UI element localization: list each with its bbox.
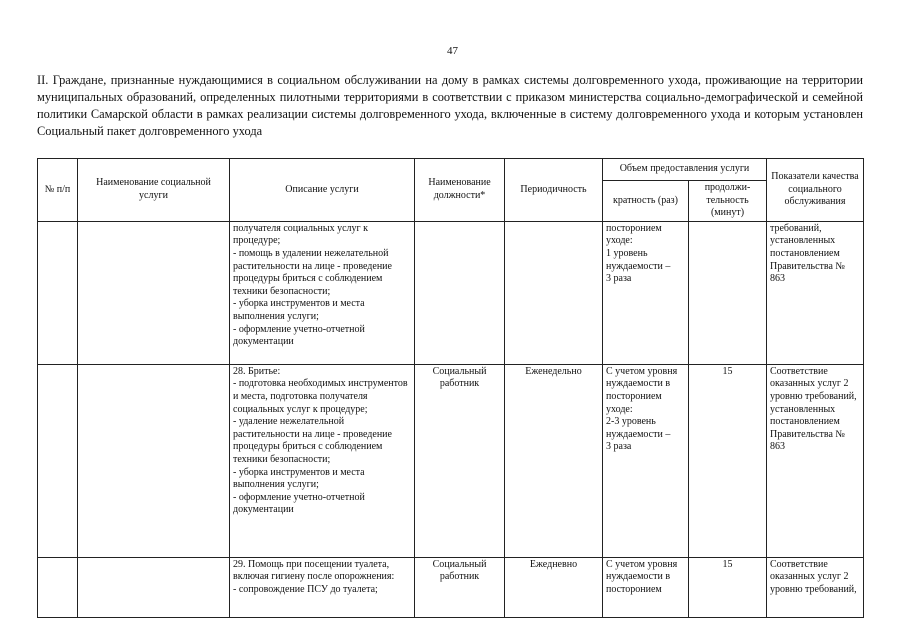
cell-description: 29. Помощь при посещении туалета, включая гигиену после опорожнения: - сопровождение ПСУ до туалета; [230, 557, 415, 617]
header-service-name: Наименование социальной услуги [78, 159, 230, 222]
header-duration: продолжи-тельность (минут) [689, 181, 767, 222]
cell-service [78, 364, 230, 557]
header-row-1 [38, 159, 864, 181]
services-table [37, 158, 864, 618]
cell-num [38, 557, 78, 617]
cell-position: Социальный работник [415, 364, 505, 557]
cell-multiplicity: С учетом уровня нуждаемости в посторонием [603, 557, 689, 617]
header-quality: Показатели качества социального обслуживания [767, 159, 864, 222]
header-multiplicity: кратность (раз) [603, 181, 689, 222]
cell-frequency [505, 221, 603, 364]
table-row [38, 364, 864, 557]
cell-duration: 15 [689, 557, 767, 617]
cell-service [78, 221, 230, 364]
cell-duration: 15 [689, 364, 767, 557]
cell-service [78, 557, 230, 617]
cell-num [38, 221, 78, 364]
cell-quality: Соответствие оказанных услуг 2 уровню требований, [767, 557, 864, 617]
cell-duration [689, 221, 767, 364]
cell-description: 28. Бритье: - подготовка необходимых инструментов и места, подготовка получателя социальных услуг к процедуре; - удаление нежелательной растительности на лице - проведение процедуры бриться с соблюдением техники безопасности; - уборка инструментов и места выполнения услуги; - оформление учетно-отчетной документации [230, 364, 415, 557]
cell-quality: требований, установленных постановлением Правительства № 863 [767, 221, 864, 364]
header-frequency: Периодичность [505, 159, 603, 222]
cell-frequency: Еженедельно [505, 364, 603, 557]
header-volume: Объем предоставления услуги [603, 159, 767, 181]
section-heading: II. Граждане, признанные нуждающимися в социальном обслуживании на дому в рамках системы долговременного ухода, проживающие на территории муниципальных образований, определенных пилотными территориями в соответствии с приказом министерства социально-демографической и семейной политики Самарской области в рамках реализации системы долговременного ухода, включенные в систему долговременного ухода и которым установлен Социальный пакет долговременного ухода [37, 73, 863, 138]
cell-multiplicity: посторонием уходе: 1 уровень нуждаемости – 3 раза [603, 221, 689, 364]
cell-position: Социальный работник [415, 557, 505, 617]
table-row [38, 221, 864, 364]
cell-multiplicity: С учетом уровня нуждаемости в посторонием уходе: 2-3 уровень нуждаемости – 3 раза [603, 364, 689, 557]
cell-description: получателя социальных услуг к процедуре; - помощь в удалении нежелательной растительности на лице - проведение процедуры бриться с соблюдением техники безопасности; - уборка инструментов и места выполнения услуги; - оформление учетно-отчетной документации [230, 221, 415, 364]
cell-quality: Соответствие оказанных услуг 2 уровню требований, установленных постановлением Правительства № 863 [767, 364, 864, 557]
cell-position [415, 221, 505, 364]
table-row [38, 557, 864, 617]
header-description: Описание услуги [230, 159, 415, 222]
page-number: 47 [447, 45, 458, 57]
cell-frequency: Ежедневно [505, 557, 603, 617]
header-num: № п/п [38, 159, 78, 222]
cell-num [38, 364, 78, 557]
header-position: Наименование должности* [415, 159, 505, 222]
